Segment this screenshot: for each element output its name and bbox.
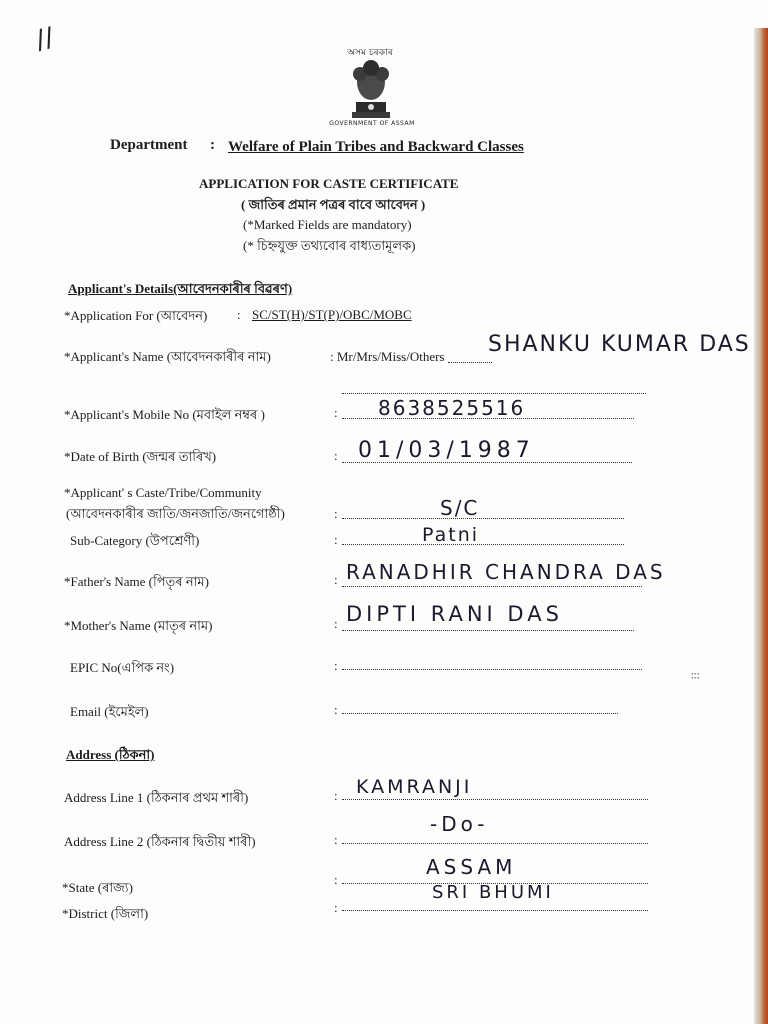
mobile-label: *Applicant's Mobile No (মবাইল নম্বৰ ): [64, 407, 265, 422]
email-label: Email (ইমেইল): [70, 704, 149, 719]
applicant-name-label: *Applicant's Name (আবেদনকাৰীৰ নাম): [64, 349, 271, 364]
application-for-options: SC/ST(H)/ST(P)/OBC/MOBC: [252, 307, 412, 322]
caste-separator: :: [334, 506, 338, 521]
mobile-value: 8638525516: [378, 396, 526, 420]
caste-label: *Applicant' s Caste/Tribe/Community: [64, 485, 262, 500]
mandatory-note: (*Marked Fields are mandatory): [243, 217, 412, 232]
mother-name-value: DIPTI RANI DAS: [346, 602, 563, 626]
department-label: Department: [110, 137, 188, 153]
address-heading: Address (ঠিকনা): [66, 747, 155, 762]
address-line1-value: KAMRANJI: [356, 776, 473, 798]
state-label: *State (ৰাজ্য): [62, 880, 133, 895]
application-for-label: *Application For (আবেদন): [64, 308, 208, 323]
caste-dotted-line: [342, 518, 624, 519]
address-line2-separator: :: [334, 832, 338, 847]
margin-smudge: ⁝⁝: [688, 672, 702, 680]
mother-name-separator: :: [334, 616, 338, 631]
form-title-assamese: ( জাতিৰ প্ৰমান পত্ৰৰ বাবে আবেদন ): [241, 197, 426, 212]
sub-category-value: Patni: [422, 524, 480, 546]
state-value: ASSAM: [426, 855, 517, 879]
corner-handwritten-mark: //: [32, 22, 58, 56]
government-name-english: GOVERNMENT OF ASSAM: [329, 120, 415, 127]
sub-category-label: Sub-Category (উপশ্ৰেণী): [70, 533, 200, 548]
epic-separator: :: [334, 658, 338, 673]
father-name-label: *Father's Name (পিতৃৰ নাম): [64, 574, 209, 589]
mandatory-note-assamese: (* চিহ্নযুক্ত তথ্যবোৰ বাধ্যতামূলক): [243, 238, 416, 253]
sub-category-dotted-line: [342, 544, 624, 545]
department-separator: :: [210, 137, 215, 153]
district-separator: :: [334, 900, 338, 915]
address-line2-label: Address Line 2 (ঠিকনাৰ দ্বিতীয় শাৰী): [64, 834, 256, 849]
email-dotted-line: [342, 713, 618, 714]
paper-edge: [754, 28, 768, 1024]
applicant-name-dotted-line: [448, 362, 492, 363]
address-line2-dotted-line: [342, 843, 648, 844]
applicant-details-heading: Applicant's Details(আবেদনকাৰীৰ বিৱৰণ): [68, 281, 293, 296]
address-line1-separator: :: [334, 788, 338, 803]
dob-label: *Date of Birth (জন্মৰ তাৰিখ): [64, 449, 217, 464]
state-emblem-icon: [334, 52, 408, 126]
dob-separator: :: [334, 448, 338, 463]
address-line1-dotted-line: [342, 799, 648, 800]
department-value: Welfare of Plain Tribes and Backward Classes: [228, 139, 524, 155]
application-for-separator: :: [237, 307, 241, 322]
father-name-separator: :: [334, 572, 338, 587]
applicant-name-prefix: : Mr/Mrs/Miss/Others: [330, 349, 445, 364]
father-name-dotted-line: [342, 586, 642, 587]
mother-name-dotted-line: [342, 630, 634, 631]
mobile-separator: :: [334, 405, 338, 420]
applicant-name-value: SHANKU KUMAR DAS: [488, 332, 751, 357]
caste-value: S/C: [440, 496, 480, 520]
father-name-value: RANADHIR CHANDRA DAS: [346, 560, 666, 584]
caste-label-assamese: (আবেদনকাৰীৰ জাতি/জনজাতি/জনগোষ্ঠী): [66, 506, 285, 521]
state-separator: :: [334, 872, 338, 887]
district-dotted-line: [342, 910, 648, 911]
applicant-name-second-line: [342, 393, 646, 394]
epic-dotted-line: [342, 669, 642, 670]
mother-name-label: *Mother's Name (মাতৃৰ নাম): [64, 618, 213, 633]
dob-value: 01/03/1987: [358, 438, 535, 463]
form-title: APPLICATION FOR CASTE CERTIFICATE: [199, 176, 459, 191]
address-line2-value: -Do-: [430, 812, 489, 836]
email-separator: :: [334, 702, 338, 717]
sub-category-separator: :: [334, 532, 338, 547]
government-name-assamese: অসম চৰকাৰ: [347, 48, 393, 58]
address-line1-label: Address Line 1 (ঠিকনাৰ প্ৰথম শাৰী): [64, 790, 249, 805]
district-value: SRI BHUMI: [432, 882, 554, 903]
epic-label: EPIC No(এপিক নং): [70, 660, 175, 675]
district-label: *District (জিলা): [62, 906, 149, 921]
